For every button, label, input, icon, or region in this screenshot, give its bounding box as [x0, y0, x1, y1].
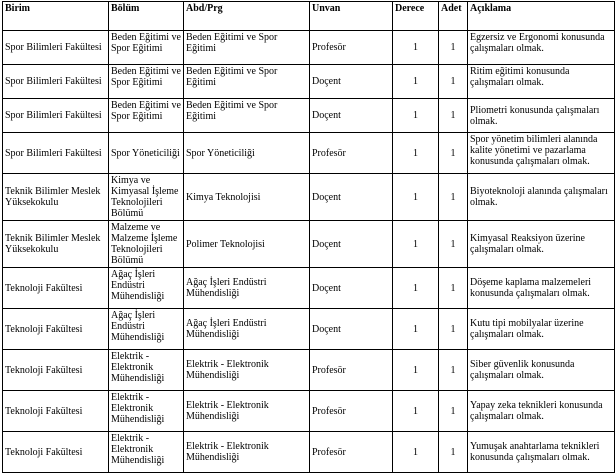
- header-abd: Abd/Prg: [184, 2, 310, 31]
- cell-birim: Teknoloji Fakültesi: [3, 391, 109, 432]
- cell-aciklama: Biyoteknoloji alanında çalışmaları olmak.: [468, 174, 615, 221]
- header-derece: Derece: [393, 2, 439, 31]
- cell-unvan: Doçent: [310, 99, 393, 133]
- cell-birim: Teknoloji Fakültesi: [3, 268, 109, 309]
- cell-birim: Teknoloji Fakültesi: [3, 350, 109, 391]
- cell-abd: Beden Eğitimi ve Spor Eğitimi: [184, 65, 310, 99]
- table-row: [3, 133, 615, 174]
- cell-derece: 1: [393, 31, 439, 65]
- table-row: [3, 432, 615, 473]
- header-adet: Adet: [439, 2, 468, 31]
- cell-bolum: Beden Eğitimi ve Spor Eğitimi: [109, 99, 184, 133]
- cell-bolum: Elektrik - Elektronik Mühendisliği: [109, 391, 184, 432]
- cell-abd: Polimer Teknolojisi: [184, 221, 310, 268]
- header-bolum: Bölüm: [109, 2, 184, 31]
- cell-abd: Beden Eğitimi ve Spor Eğitimi: [184, 99, 310, 133]
- cell-derece: 1: [393, 65, 439, 99]
- cell-birim: Teknik Bilimler Meslek Yüksekokulu: [3, 221, 109, 268]
- cell-adet: 1: [439, 133, 468, 174]
- table-row: [3, 350, 615, 391]
- table-row: [3, 65, 615, 99]
- cell-aciklama: Siber güvenlik konusunda çalışmaları olmak.: [468, 350, 615, 391]
- cell-unvan: Doçent: [310, 174, 393, 221]
- table-row: [3, 391, 615, 432]
- cell-derece: 1: [393, 133, 439, 174]
- cell-aciklama: Ritim eğitimi konusunda çalışmaları olmak.: [468, 65, 615, 99]
- cell-bolum: Beden Eğitimi ve Spor Eğitimi: [109, 31, 184, 65]
- cell-aciklama: Kimyasal Reaksiyon üzerine çalışmaları olmak.: [468, 221, 615, 268]
- table-row: [3, 99, 615, 133]
- cell-unvan: Profesör: [310, 350, 393, 391]
- cell-aciklama: Döşeme kaplama malzemeleri konusunda çalışmaları olmak.: [468, 268, 615, 309]
- table-row: [3, 174, 615, 221]
- table-row: [3, 268, 615, 309]
- cell-abd: Kimya Teknolojisi: [184, 174, 310, 221]
- cell-adet: 1: [439, 65, 468, 99]
- cell-adet: 1: [439, 174, 468, 221]
- cell-birim: Teknik Bilimler Meslek Yüksekokulu: [3, 174, 109, 221]
- cell-derece: 1: [393, 221, 439, 268]
- cell-abd: Elektrik - Elektronik Mühendisliği: [184, 350, 310, 391]
- cell-unvan: Profesör: [310, 31, 393, 65]
- cell-adet: 1: [439, 99, 468, 133]
- cell-bolum: Elektrik - Elektronik Mühendisliği: [109, 350, 184, 391]
- cell-unvan: Profesör: [310, 133, 393, 174]
- cell-unvan: Doçent: [310, 221, 393, 268]
- cell-derece: 1: [393, 99, 439, 133]
- table-row: [3, 221, 615, 268]
- header-aciklama: Açıklama: [468, 2, 615, 31]
- cell-abd: Spor Yöneticiliği: [184, 133, 310, 174]
- cell-unvan: Doçent: [310, 65, 393, 99]
- cell-derece: 1: [393, 432, 439, 473]
- cell-abd: Ağaç İşleri Endüstri Mühendisliği: [184, 268, 310, 309]
- cell-adet: 1: [439, 309, 468, 350]
- cell-adet: 1: [439, 391, 468, 432]
- position-table: [2, 1, 615, 473]
- table-row: [3, 309, 615, 350]
- cell-unvan: Profesör: [310, 432, 393, 473]
- cell-abd: Ağaç İşleri Endüstri Mühendisliği: [184, 309, 310, 350]
- cell-birim: Spor Bilimleri Fakültesi: [3, 99, 109, 133]
- cell-derece: 1: [393, 174, 439, 221]
- cell-aciklama: Pliometri konusunda çalışmaları olmak.: [468, 99, 615, 133]
- cell-bolum: Malzeme ve Malzeme İşleme Teknolojileri Bölümü: [109, 221, 184, 268]
- cell-derece: 1: [393, 391, 439, 432]
- header-row: [3, 2, 615, 31]
- cell-aciklama: Yapay zeka teknikleri konusunda çalışmaları olmak.: [468, 391, 615, 432]
- cell-derece: 1: [393, 309, 439, 350]
- cell-adet: 1: [439, 221, 468, 268]
- cell-abd: Elektrik - Elektronik Mühendisliği: [184, 432, 310, 473]
- cell-unvan: Doçent: [310, 268, 393, 309]
- cell-aciklama: Egzersiz ve Ergonomi konusunda çalışmaları olmak.: [468, 31, 615, 65]
- cell-bolum: Ağaç İşleri Endüstri Mühendisliği: [109, 268, 184, 309]
- cell-adet: 1: [439, 350, 468, 391]
- cell-bolum: Kimya ve Kimyasal İşleme Teknolojileri Bölümü: [109, 174, 184, 221]
- cell-adet: 1: [439, 432, 468, 473]
- cell-abd: Beden Eğitimi ve Spor Eğitimi: [184, 31, 310, 65]
- cell-bolum: Ağaç İşleri Endüstri Mühendisliği: [109, 309, 184, 350]
- cell-derece: 1: [393, 268, 439, 309]
- cell-adet: 1: [439, 31, 468, 65]
- cell-aciklama: Yumuşak anahtarlama teknikleri konusunda çalışmaları olmak.: [468, 432, 615, 473]
- cell-unvan: Doçent: [310, 309, 393, 350]
- cell-adet: 1: [439, 268, 468, 309]
- cell-birim: Spor Bilimleri Fakültesi: [3, 65, 109, 99]
- cell-bolum: Spor Yöneticiliği: [109, 133, 184, 174]
- cell-birim: Spor Bilimleri Fakültesi: [3, 133, 109, 174]
- cell-birim: Spor Bilimleri Fakültesi: [3, 31, 109, 65]
- cell-birim: Teknoloji Fakültesi: [3, 309, 109, 350]
- header-birim: Birim: [3, 2, 109, 31]
- cell-aciklama: Spor yönetim bilimleri alanında kalite yönetimi ve pazarlama konusunda çalışmaları olmak.: [468, 133, 615, 174]
- cell-aciklama: Kutu tipi mobilyalar üzerine çalışmaları olmak.: [468, 309, 615, 350]
- cell-abd: Elektrik - Elektronik Mühendisliği: [184, 391, 310, 432]
- cell-bolum: Elektrik - Elektronik Mühendisliği: [109, 432, 184, 473]
- cell-derece: 1: [393, 350, 439, 391]
- header-unvan: Unvan: [310, 2, 393, 31]
- cell-bolum: Beden Eğitimi ve Spor Eğitimi: [109, 65, 184, 99]
- cell-birim: Teknoloji Fakültesi: [3, 432, 109, 473]
- cell-unvan: Profesör: [310, 391, 393, 432]
- table-row: [3, 31, 615, 65]
